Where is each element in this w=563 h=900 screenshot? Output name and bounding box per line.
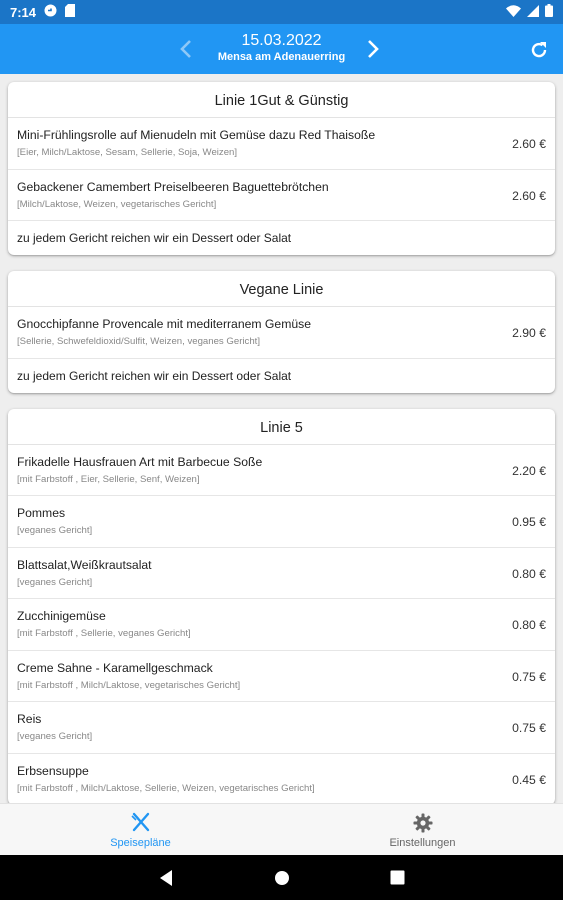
meal-price: 2.60 €: [512, 188, 546, 203]
sd-card-icon: [65, 4, 75, 20]
meal-row: [8, 118, 555, 170]
meal-name: Reis: [17, 712, 42, 726]
meal-row: [8, 599, 555, 651]
meal-notes: [mit Farbstoff , Eier, Sellerie, Senf, Weizen]: [17, 473, 200, 485]
signal-icon: [527, 5, 539, 20]
status-bar: [0, 0, 563, 24]
tab-speiseplaene[interactable]: [0, 804, 281, 856]
meal-notes: [mit Farbstoff , Milch/Laktose, vegetarisches Gericht]: [17, 679, 241, 691]
meal-price: 0.75 €: [512, 669, 546, 684]
meal-price: 2.90 €: [512, 326, 546, 340]
meal-notes: [veganes Gericht]: [17, 576, 93, 588]
back-icon[interactable]: [158, 869, 174, 887]
app-bar: [0, 24, 563, 74]
fork-knife-icon: [130, 812, 152, 834]
section-note: zu jedem Gericht reichen wir ein Dessert oder Salat: [17, 231, 292, 245]
meal-name: Creme Sahne - Karamellgeschmack: [17, 660, 213, 675]
meal-price: 0.75 €: [512, 721, 546, 735]
meal-name: Frikadelle Hausfrauen Art mit Barbecue Soße: [17, 454, 263, 469]
header-title-block: [190, 33, 373, 63]
wifi-icon: [506, 5, 521, 20]
meal-notes: [mit Farbstoff , Sellerie, veganes Gericht]: [17, 628, 191, 639]
bottom-navigation: [0, 803, 563, 855]
menu-section-card: [8, 271, 555, 393]
meal-notes: [mit Farbstoff , Milch/Laktose, Sellerie, Weizen, vegetarisches Gericht]: [17, 782, 315, 794]
meal-name: Gebackener Camembert Preiselbeeren Baguettebrötchen: [17, 179, 329, 194]
tab-label: Einstellungen: [389, 836, 456, 849]
menu-section-card: [8, 409, 555, 804]
meal-name: Erbsensuppe: [17, 763, 89, 778]
meal-row: [8, 548, 555, 600]
meal-row: [8, 307, 555, 359]
meal-name: Gnocchipfanne Provencale mit mediterranem Gemüse: [17, 317, 311, 331]
meal-name: Zucchinigemüse: [17, 609, 106, 623]
meal-row: [8, 170, 555, 222]
meal-row: [8, 754, 555, 804]
meal-row: [8, 496, 555, 548]
refresh-button[interactable]: [526, 37, 552, 63]
meal-notes: [veganes Gericht]: [17, 731, 93, 742]
meal-price: 0.95 €: [512, 515, 546, 529]
system-navigation-bar: [0, 855, 563, 900]
recents-icon[interactable]: [390, 870, 405, 885]
meal-name: Mini-Frühlingsrolle auf Mienudeln mit Gemüse dazu Red Thaisoße: [17, 128, 376, 142]
home-icon[interactable]: [274, 870, 290, 886]
meal-price: 0.45 €: [512, 772, 546, 787]
section-note: zu jedem Gericht reichen wir ein Dessert oder Salat: [17, 368, 292, 383]
header-canteen: Mensa am Adenauerring: [217, 51, 346, 63]
header-date: 15.03.2022: [241, 32, 322, 49]
menu-list[interactable]: [0, 74, 563, 803]
meal-row: [8, 702, 555, 754]
meal-price: 0.80 €: [512, 618, 546, 632]
status-time: 7:14: [10, 4, 37, 20]
gear-icon: [412, 812, 434, 834]
section-title: Linie 5: [8, 409, 555, 445]
meal-row: [8, 651, 555, 703]
tab-einstellungen[interactable]: [282, 804, 563, 856]
meal-row: [8, 445, 555, 497]
menu-section-card: [8, 82, 555, 255]
meal-price: 2.20 €: [512, 463, 546, 478]
meal-notes: [Eier, Milch/Laktose, Sesam, Sellerie, Soja, Weizen]: [17, 147, 238, 158]
next-day-button[interactable]: [359, 35, 387, 63]
app-notification-icon: [44, 4, 57, 20]
tab-label: Speisepläne: [110, 836, 171, 849]
meal-name: Blattsalat,Weißkrautsalat: [17, 557, 152, 572]
meal-name: Pommes: [17, 506, 66, 520]
chevron-right-icon: [366, 39, 380, 59]
meal-price: 2.60 €: [512, 137, 546, 151]
meal-notes: [Milch/Laktose, Weizen, vegetarisches Gericht]: [17, 198, 217, 210]
meal-price: 0.80 €: [512, 566, 546, 581]
meal-notes: [veganes Gericht]: [17, 525, 93, 536]
section-title: Vegane Linie: [8, 271, 555, 307]
battery-icon: [545, 4, 553, 20]
refresh-icon: [529, 40, 549, 60]
section-title: Linie 1Gut & Günstig: [8, 82, 555, 118]
meal-notes: [Sellerie, Schwefeldioxid/Sulfit, Weizen, veganes Gericht]: [17, 336, 260, 347]
